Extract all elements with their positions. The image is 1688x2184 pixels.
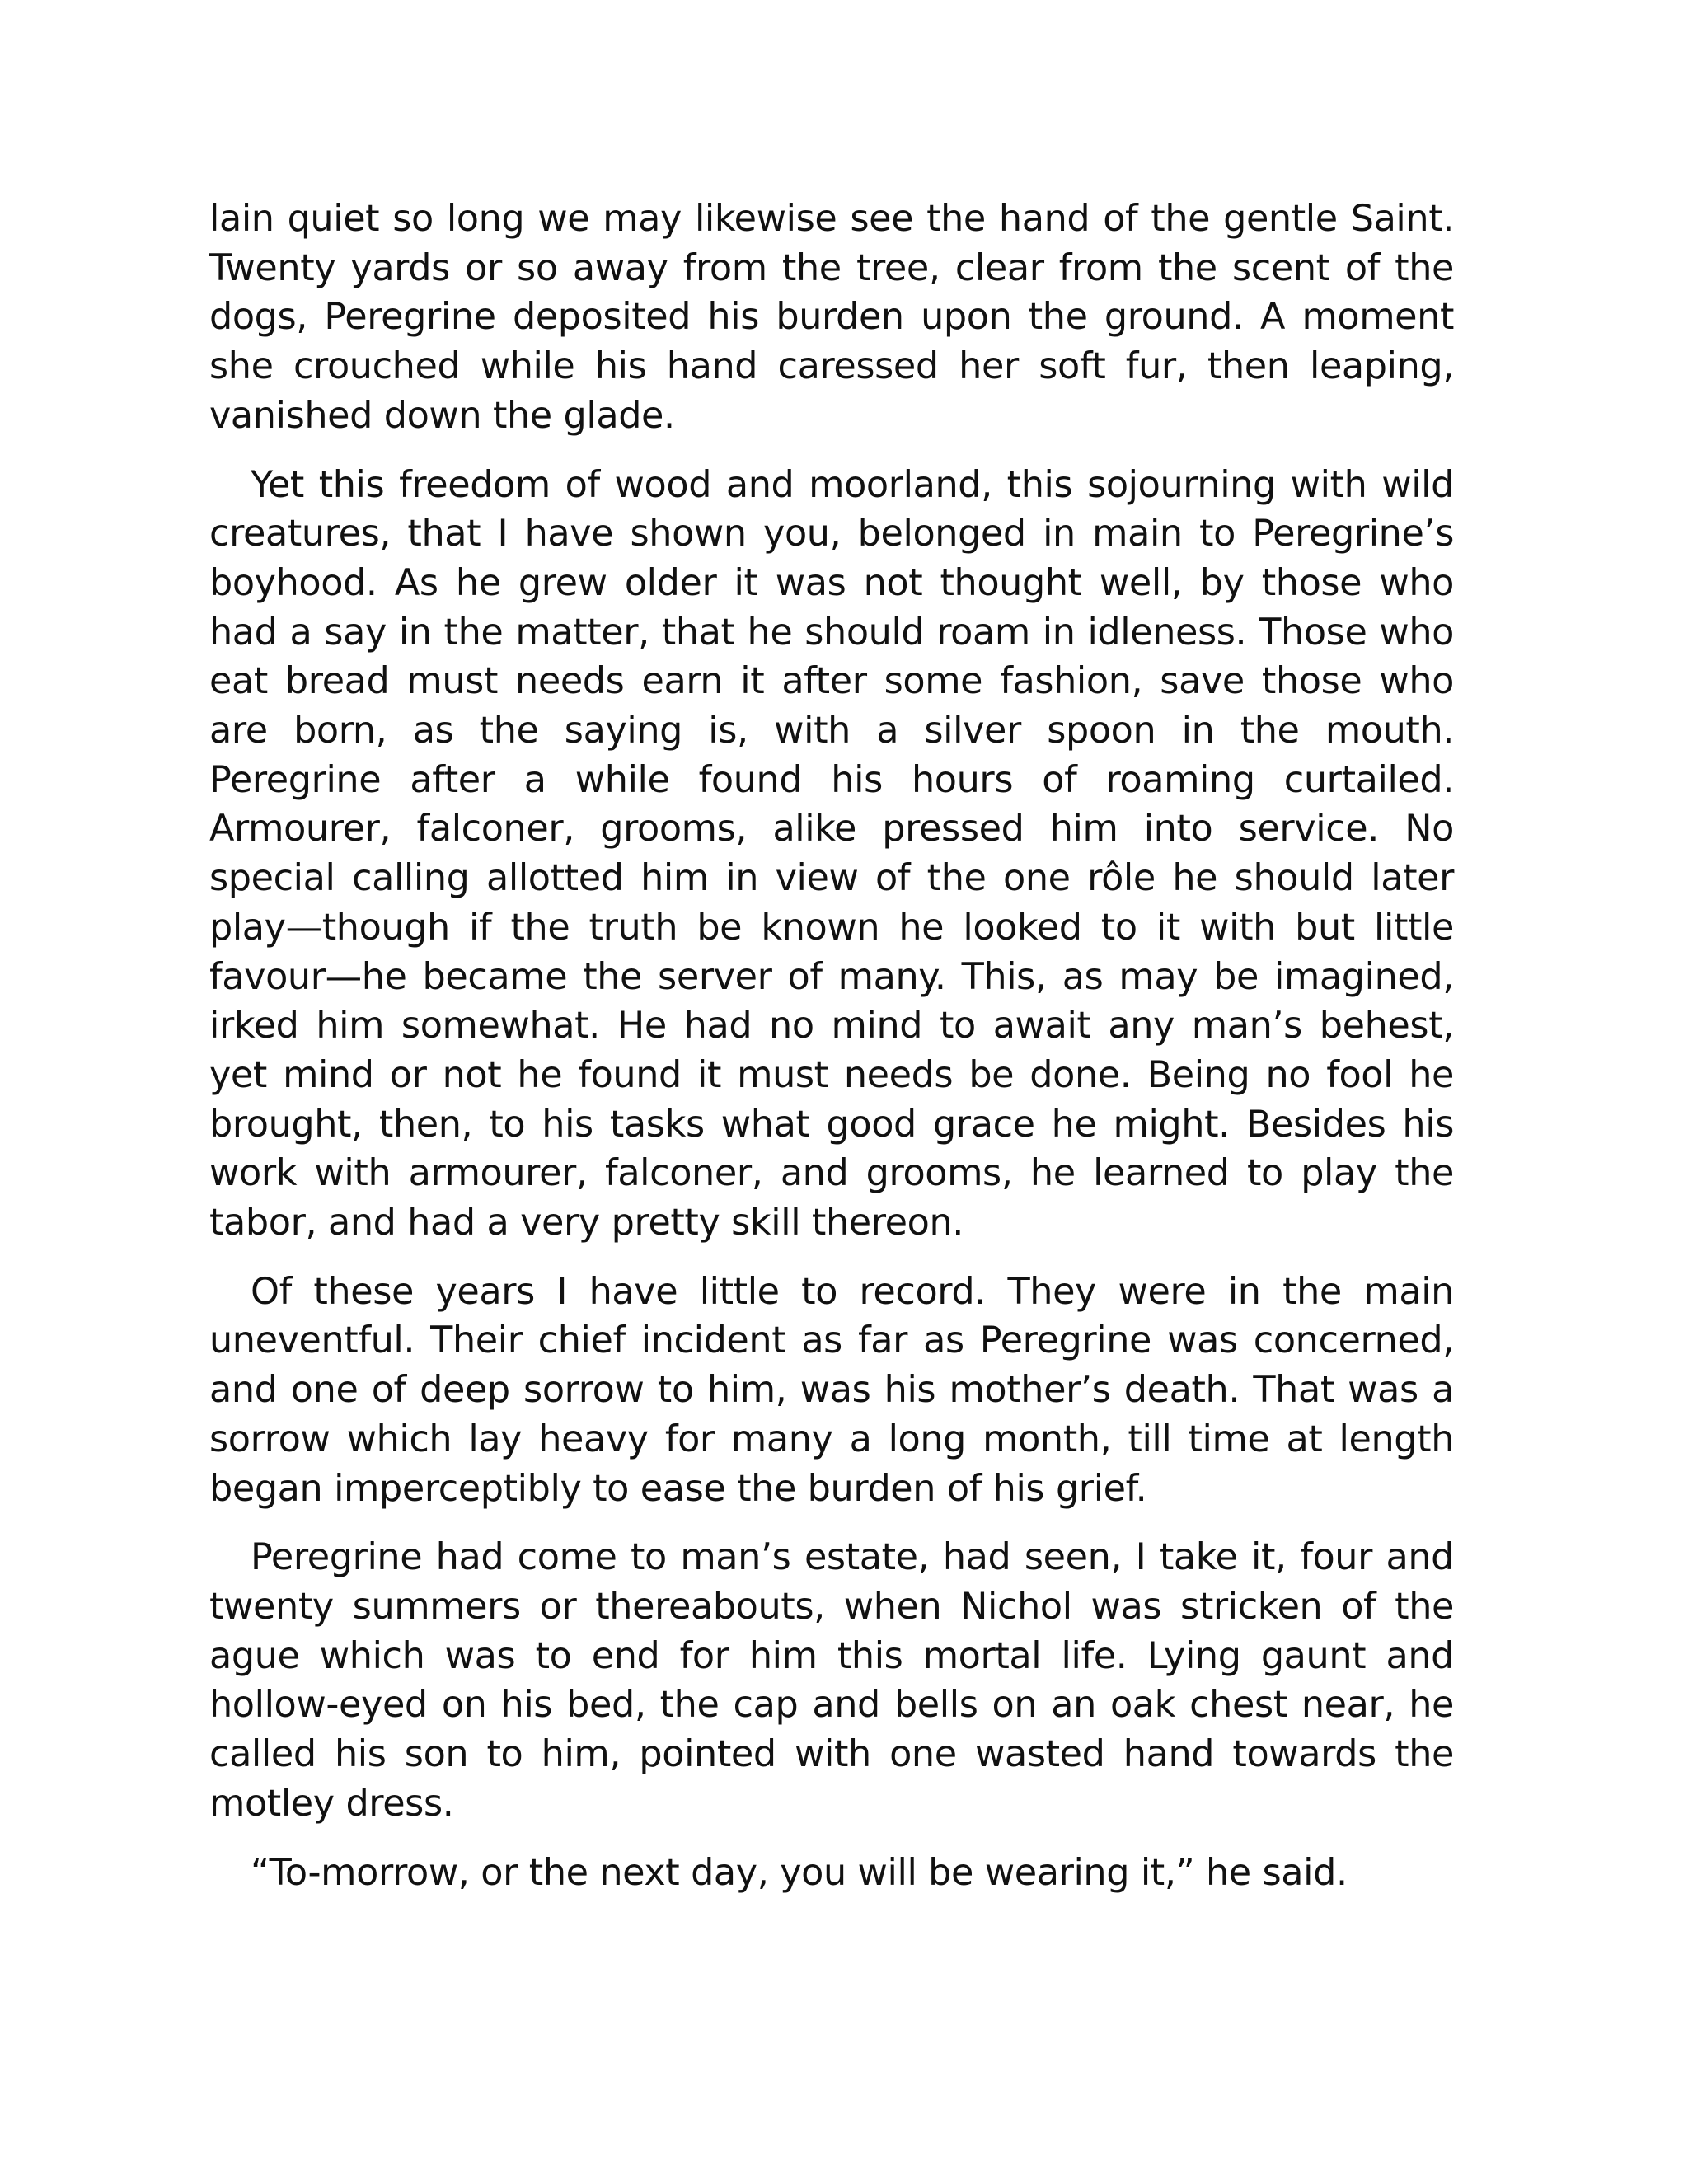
paragraph: Peregrine had come to man’s estate, had seen, I take it, four and twenty summers or thereabouts, when Nichol was stricken of the ague which was to end for him this mortal life. Lying gaunt and hollow-eyed on his bed, the cap and bells on an oak chest near, he called his son to him, pointed with one wasted hand towards the motley dress. bbox=[209, 1536, 1454, 1825]
paragraph-continued: lain quiet so long we may likewise see the hand of the gentle Saint. Twenty yards or so away from the tree, clear from the scent of the dogs, Peregrine deposited his burden upon the ground. A moment she crouched while his hand caressed her soft fur, then leaping, vanished down the glade. bbox=[209, 198, 1454, 437]
paragraph: Yet this freedom of wood and moorland, this sojourning with wild creatures, that I have shown you, belonged in main to Peregrine’s boyhood. As he grew older it was not thought well, by those who had a say in the matter, that he should roam in idleness. Those who eat bread must needs earn it after some fashion, save those who are born, as the saying is, with a silver spoon in the mouth. Peregrine after a while found his hours of roaming curtailed. Armourer, falconer, grooms, alike pressed him into service. No special calling allotted him in view of the one rôle he should later play—though if the truth be known he looked to it with but little favour—he became the server of many. This, as may be imagined, irked him somewhat. He had no mind to await any man’s behest, yet mind or not he found it must needs be done. Being no fool he brought, then, to his tasks what good grace he might. Besides his work with armourer, falconer, and grooms, he learned to play the tabor, and had a very pretty skill thereon. bbox=[209, 463, 1454, 1244]
page-body bbox=[209, 194, 1454, 1897]
paragraph-dialogue: “To-morrow, or the next day, you will be wearing it,” he said. bbox=[251, 1851, 1348, 1894]
paragraph: Of these years I have little to record. They were in the main uneventful. Their chief incident as far as Peregrine was concerned, and one of deep sorrow to him, was his mother’s death. That was a sorrow which lay heavy for many a long month, till time at length began imperceptibly to ease the burden of his grief. bbox=[209, 1270, 1454, 1510]
